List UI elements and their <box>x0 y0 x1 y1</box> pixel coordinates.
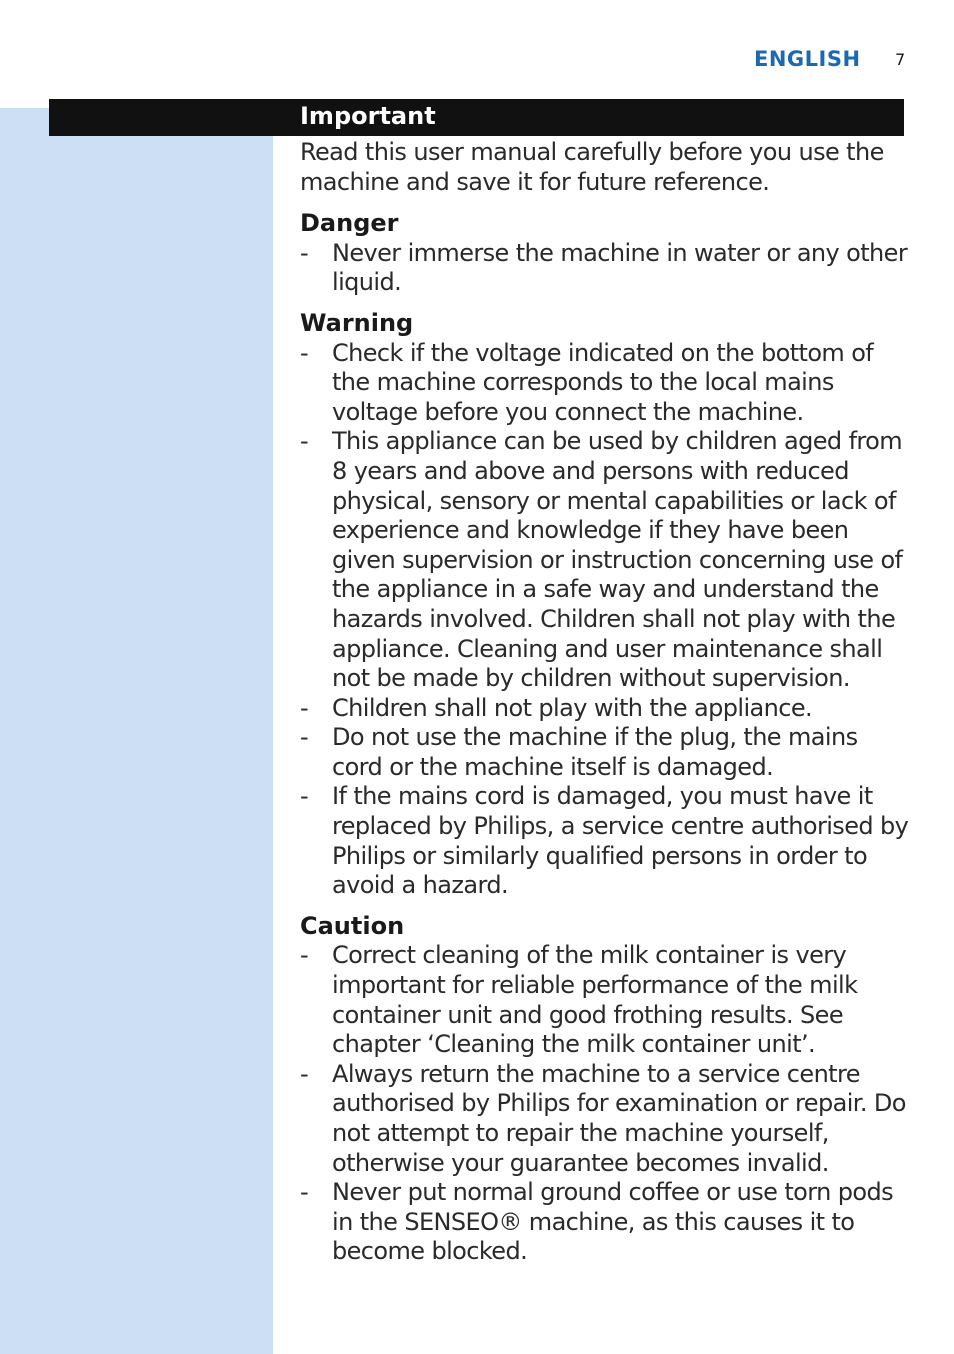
list-item <box>300 782 910 900</box>
page-number: 7 <box>895 50 906 69</box>
warning-section <box>300 309 910 901</box>
list-item <box>300 239 910 298</box>
list-item-text: This appliance can be used by children aged from 8 years and above and persons with reduced physical, sensory or mental capabilities or lack of experience and knowledge if they have been given supervision or instruction concerning use of the appliance in a safe way and understand the hazards involved. Children shall not play with the appliance. Cleaning and user maintenance shall not be made by children without supervision. <box>332 427 903 693</box>
list-item-text: Check if the voltage indicated on the bottom of the machine corresponds to the local mains voltage before you connect the machine. <box>332 338 874 426</box>
language-label: ENGLISH <box>754 47 861 71</box>
caution-list <box>300 941 910 1267</box>
banner-title: Important <box>300 102 436 130</box>
main-content <box>300 138 910 1278</box>
list-item <box>300 723 910 782</box>
danger-list <box>300 239 910 298</box>
caution-heading: Caution <box>300 911 405 940</box>
section-banner <box>49 99 904 136</box>
list-item <box>300 427 910 693</box>
bullet-dash: - <box>300 723 309 752</box>
list-item-text: Always return the machine to a service centre authorised by Philips for examination or repair. Do not attempt to repair the machine yourself, otherwise your guarantee becomes invalid. <box>332 1059 906 1177</box>
intro-text: Read this user manual carefully before you use the machine and save it for future reference. <box>300 138 884 196</box>
list-item-text: Children shall not play with the appliance. <box>332 693 813 722</box>
bullet-dash: - <box>300 1178 309 1207</box>
list-item-text: Never put normal ground coffee or use torn pods in the SENSEO® machine, as this causes it to become blocked. <box>332 1178 893 1266</box>
list-item-text: Do not use the machine if the plug, the mains cord or the machine itself is damaged. <box>332 723 858 781</box>
warning-heading: Warning <box>300 308 414 337</box>
list-item <box>300 941 910 1059</box>
bullet-dash: - <box>300 427 309 456</box>
list-item-text: If the mains cord is damaged, you must have it replaced by Philips, a service centre authorised by Philips or similarly qualified persons in order to avoid a hazard. <box>332 782 909 900</box>
list-item <box>300 339 910 428</box>
bullet-dash: - <box>300 693 309 722</box>
sidebar-panel <box>0 108 273 1354</box>
danger-section <box>300 209 910 298</box>
list-item <box>300 1178 910 1267</box>
danger-heading: Danger <box>300 209 399 238</box>
bullet-dash: - <box>300 941 309 970</box>
list-item-text: Correct cleaning of the milk container is very important for reliable performance of the milk container unit and good frothing results. See chapter ‘Cleaning the milk container unit’. <box>332 941 858 1059</box>
bullet-dash: - <box>300 782 309 811</box>
list-item <box>300 1060 910 1178</box>
bullet-dash: - <box>300 338 309 367</box>
list-item-text: Never immerse the machine in water or any other liquid. <box>332 238 908 297</box>
list-item <box>300 694 910 724</box>
bullet-dash: - <box>300 238 309 267</box>
bullet-dash: - <box>300 1059 309 1088</box>
warning-list <box>300 339 910 901</box>
caution-section <box>300 912 910 1267</box>
